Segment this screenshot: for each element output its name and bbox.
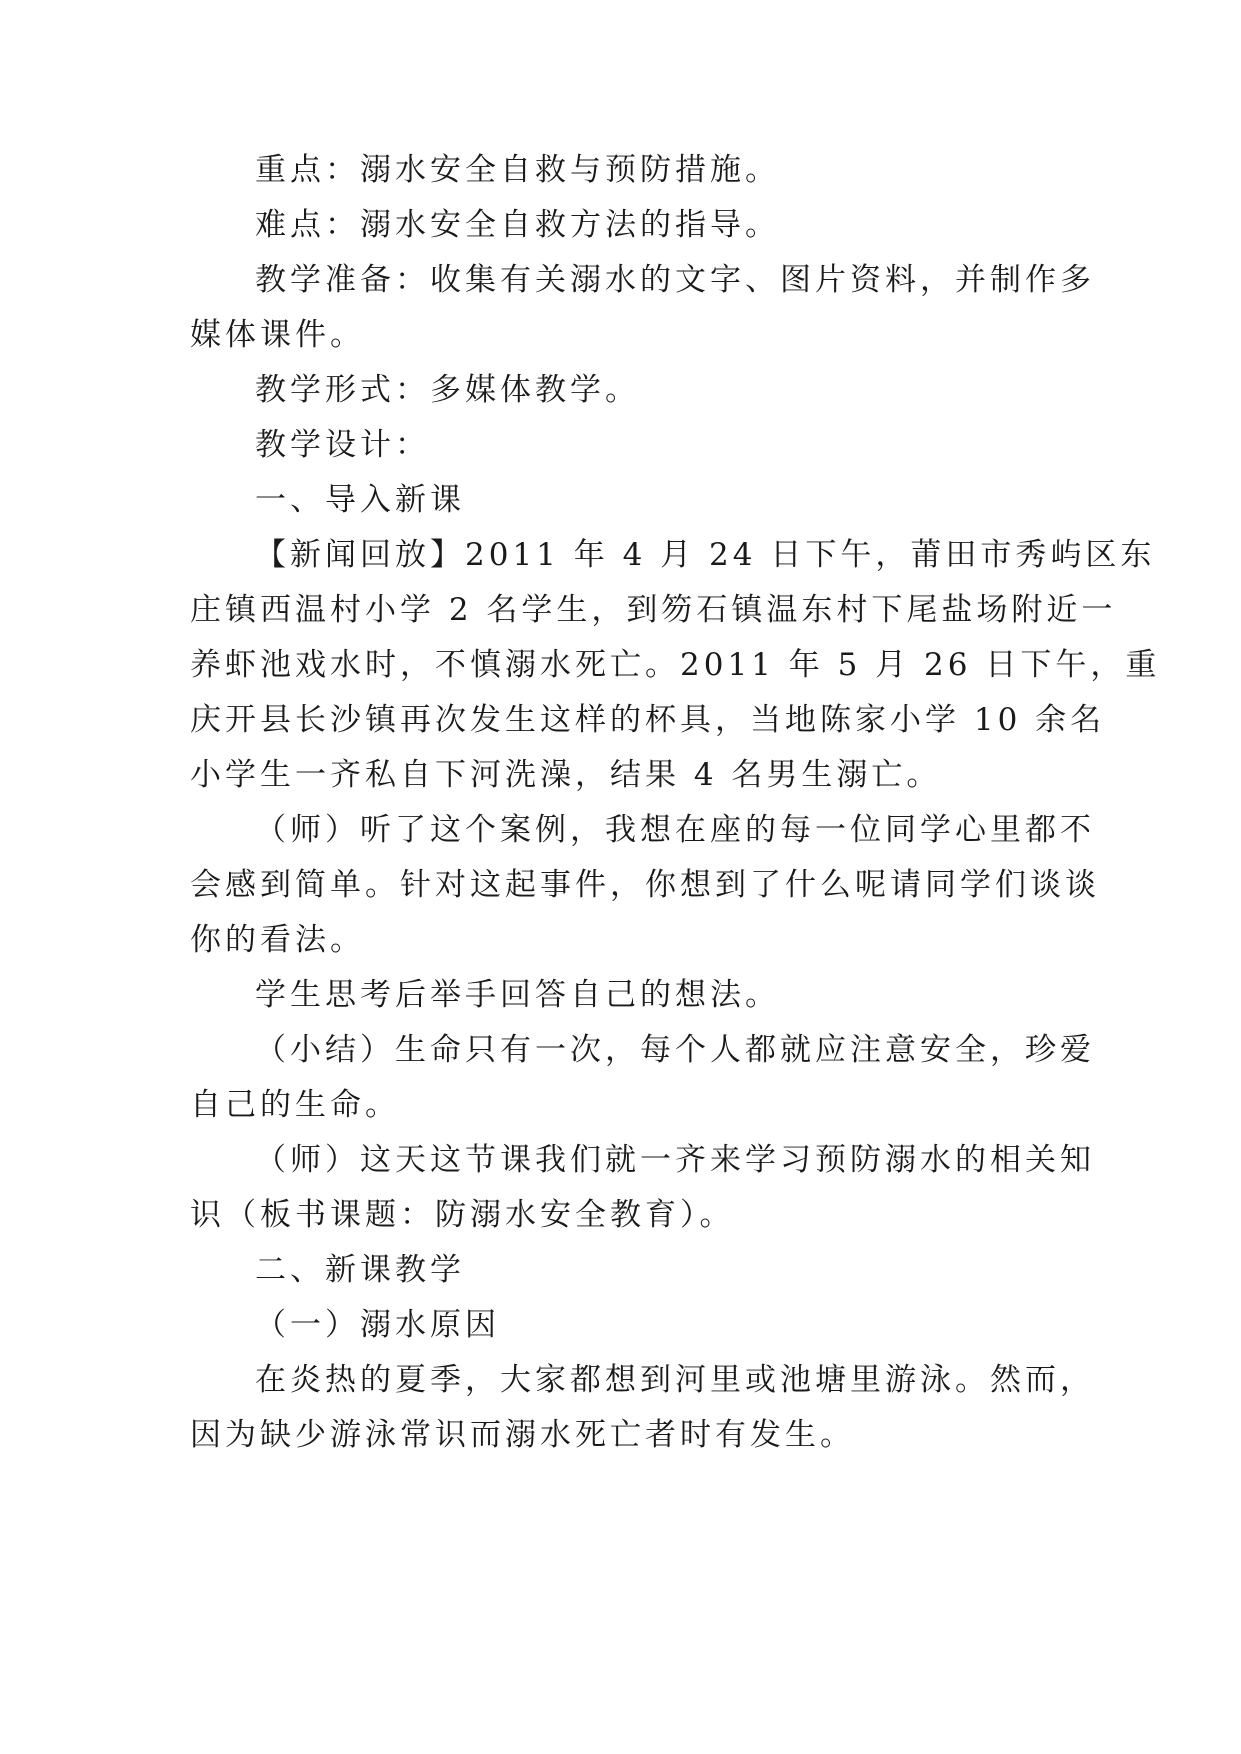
causes-paragraph-line-2: 因为缺少游泳常识而溺水死亡者时有发生。	[190, 1417, 855, 1453]
news-paragraph-line-5: 小学生一齐私自下河洗澡，结果 4 名男生溺亡。	[190, 757, 942, 793]
teaching-design-heading: 教学设计：	[255, 427, 430, 463]
news-paragraph-line-2: 庄镇西温村小学 2 名学生，到笏石镇温东村下尾盐场附近一	[190, 592, 1117, 628]
lesson-intro-line-2: 识（板书课题：防溺水安全教育）。	[190, 1197, 735, 1233]
news-paragraph-line-3: 养虾池戏水时，不慎溺水死亡。2011 年 5 月 26 日下午，重	[190, 647, 1161, 683]
key-point-line: 重点：溺水安全自救与预防措施。	[255, 152, 780, 188]
teacher-paragraph-line-2: 会感到简单。针对这起事件，你想到了什么呢请同学们谈谈	[190, 867, 1100, 903]
teacher-paragraph-line-1: （师）听了这个案例，我想在座的每一位同学心里都不	[255, 812, 1095, 848]
difficulty-line: 难点：溺水安全自救方法的指导。	[255, 207, 780, 243]
section-one-heading: 一、导入新课	[255, 482, 465, 518]
news-paragraph-line-4: 庆开县长沙镇再次发生这样的杯具，当地陈家小学 10 余名	[190, 702, 1106, 738]
preparation-line-1: 教学准备：收集有关溺水的文字、图片资料，并制作多	[255, 262, 1095, 298]
teacher-paragraph-line-3: 你的看法。	[190, 922, 365, 958]
summary-paragraph-line-1: （小结）生命只有一次，每个人都就应注意安全，珍爱	[255, 1032, 1095, 1068]
subsection-one-heading: （一）溺水原因	[255, 1307, 500, 1343]
teaching-form-line: 教学形式：多媒体教学。	[255, 372, 640, 408]
preparation-line-2: 媒体课件。	[190, 317, 365, 353]
news-paragraph-line-1: 【新闻回放】2011 年 4 月 24 日下午，莆田市秀屿区东	[255, 537, 1156, 573]
student-answer-line: 学生思考后举手回答自己的想法。	[255, 977, 780, 1013]
causes-paragraph-line-1: 在炎热的夏季，大家都想到河里或池塘里游泳。然而，	[255, 1362, 1095, 1398]
lesson-intro-line-1: （师）这天这节课我们就一齐来学习预防溺水的相关知	[255, 1142, 1095, 1178]
section-two-heading: 二、新课教学	[255, 1252, 465, 1288]
summary-paragraph-line-2: 自己的生命。	[190, 1087, 400, 1123]
